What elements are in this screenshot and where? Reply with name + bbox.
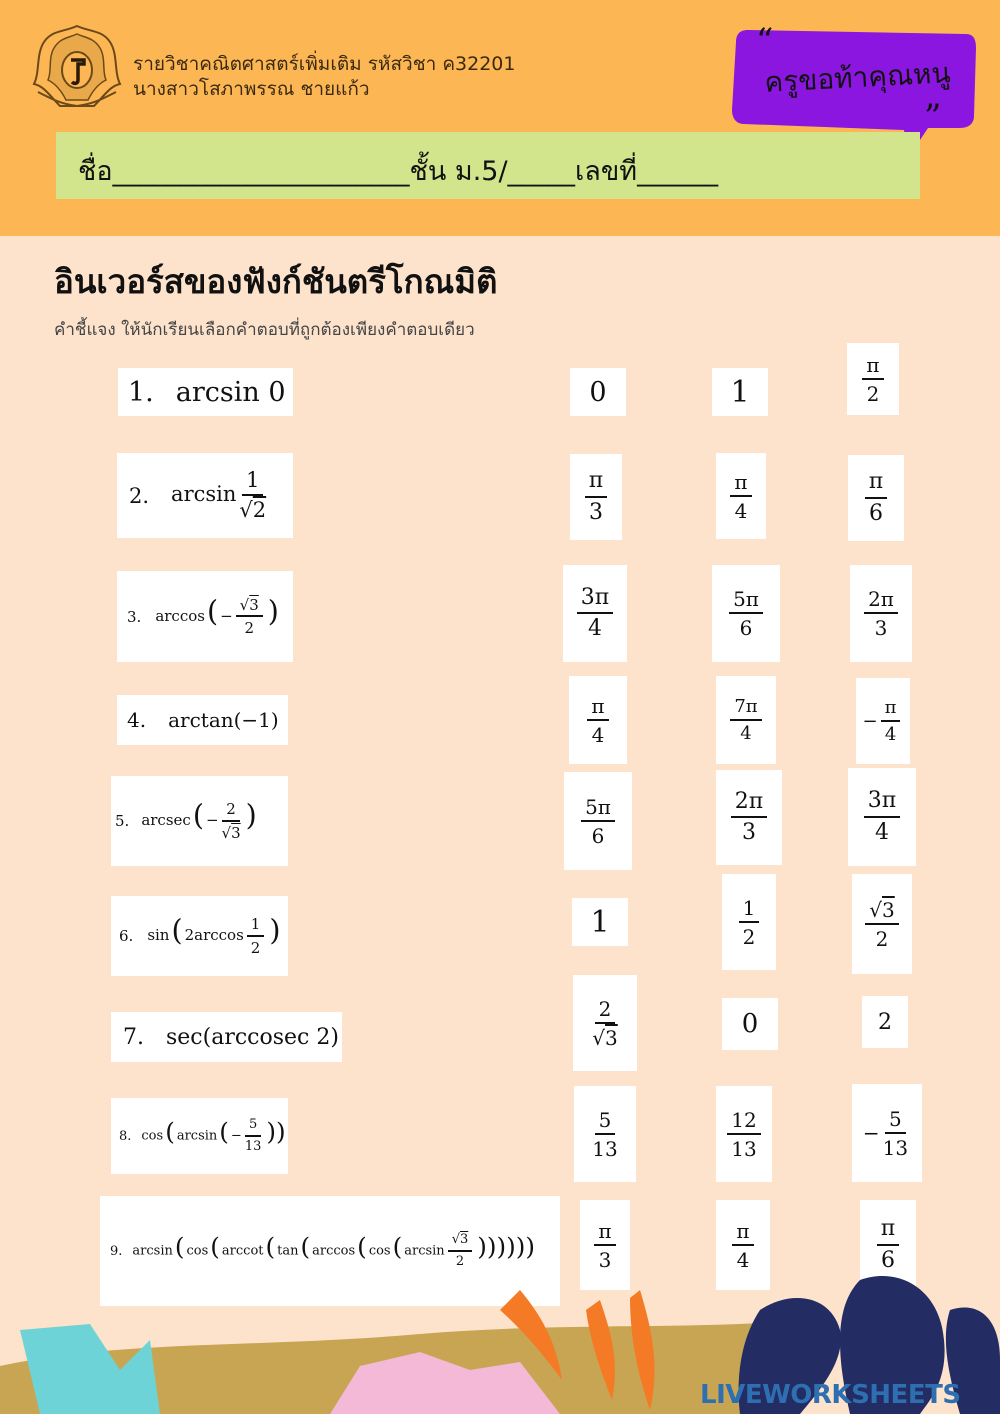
choice-8b[interactable]: $\frac{12}{13}$ bbox=[716, 1086, 772, 1182]
bubble-text: ครูขอท้าคุณหนู bbox=[763, 56, 952, 99]
question-number: 9. bbox=[110, 1243, 123, 1259]
student-info-line[interactable]: ชื่อ______________________ชั้น ม.5/_____เลขที่______ bbox=[78, 156, 719, 187]
question-number: 3. bbox=[127, 607, 142, 626]
question-expression: arcsec( − $\frac{2}{√3}$ ) bbox=[141, 799, 257, 842]
teacher-name: นางสาวโสภาพรรณ ชายแก้ว bbox=[133, 78, 370, 100]
instruction-text: คำชี้แจง ให้นักเรียนเลือกคำตอบที่ถูกต้องเพียงคำตอบเดียว bbox=[54, 320, 475, 340]
question-1 bbox=[118, 368, 293, 416]
choice-5b[interactable]: $\frac{2\pi}{3}$ bbox=[716, 770, 782, 865]
question-number: 7. bbox=[123, 1024, 144, 1050]
question-number: 6. bbox=[119, 927, 134, 945]
school-emblem-icon bbox=[30, 22, 125, 112]
question-number: 5. bbox=[115, 812, 130, 830]
choice-2c[interactable]: $\frac{\pi}{6}$ bbox=[848, 455, 904, 541]
choice-9a[interactable]: $\frac{\pi}{3}$ bbox=[580, 1200, 630, 1290]
question-expression: arctan(−1) bbox=[168, 708, 279, 732]
question-8 bbox=[111, 1098, 288, 1174]
question-expression: arccos( − $\frac{√3}{2}$ ) bbox=[155, 594, 279, 637]
liveworksheets-logo: LIVEWORKSHEETS bbox=[700, 1380, 961, 1410]
question-number: 2. bbox=[129, 483, 150, 508]
question-4 bbox=[117, 695, 288, 745]
choice-6b[interactable]: $\frac{1}{2}$ bbox=[722, 874, 776, 970]
question-expression: sec(arccosec 2) bbox=[166, 1024, 339, 1050]
choice-1c[interactable]: $\frac{\pi}{2}$ bbox=[847, 343, 899, 415]
choice-9b[interactable]: $\frac{\pi}{4}$ bbox=[716, 1200, 770, 1290]
choice-6c[interactable]: $\frac{√3}{2}$ bbox=[852, 874, 912, 974]
choice-3c[interactable]: $\frac{2\pi}{3}$ bbox=[850, 565, 912, 662]
choice-9c[interactable]: $\frac{\pi}{6}$ bbox=[860, 1200, 916, 1290]
question-number: 8. bbox=[119, 1128, 132, 1144]
choice-5a[interactable]: $\frac{5\pi}{6}$ bbox=[564, 772, 632, 870]
choice-5c[interactable]: $\frac{3\pi}{4}$ bbox=[848, 768, 916, 866]
question-6 bbox=[111, 896, 288, 976]
choice-1a[interactable]: 0 bbox=[570, 368, 626, 416]
choice-4b[interactable]: $\frac{7\pi}{4}$ bbox=[716, 676, 776, 764]
question-expression: arcsin( cos( arccot( tan( arccos( cos( arcsin $\frac{√3}{2}$ )))))) bbox=[132, 1231, 536, 1269]
question-2 bbox=[117, 453, 293, 538]
question-number: 1. bbox=[128, 376, 154, 408]
choice-2b[interactable]: $\frac{\pi}{4}$ bbox=[716, 453, 766, 539]
question-number: 4. bbox=[127, 708, 147, 732]
question-3 bbox=[117, 571, 293, 662]
question-expression: arcsin $\frac{1}{√2}$ bbox=[171, 467, 267, 522]
choice-7a[interactable]: $\frac{2}{√3}$ bbox=[573, 975, 637, 1071]
choice-8c[interactable]: − $\frac{5}{13}$ bbox=[852, 1084, 922, 1182]
question-5 bbox=[111, 776, 288, 866]
student-info-bar bbox=[56, 132, 920, 199]
choice-4c[interactable]: − $\frac{\pi}{4}$ bbox=[856, 678, 910, 764]
choice-6a[interactable]: 1 bbox=[572, 898, 628, 946]
svg-text:“: “ bbox=[756, 21, 774, 61]
choice-2a[interactable]: $\frac{\pi}{3}$ bbox=[570, 454, 622, 540]
choice-7b[interactable]: 0 bbox=[722, 998, 778, 1050]
choice-4a[interactable]: $\frac{\pi}{4}$ bbox=[569, 676, 627, 764]
choice-1b[interactable]: 1 bbox=[712, 368, 768, 416]
choice-3b[interactable]: $\frac{5\pi}{6}$ bbox=[712, 565, 780, 662]
subject-info bbox=[133, 52, 515, 102]
choice-7c[interactable]: 2 bbox=[862, 996, 908, 1048]
question-expression: cos( arcsin( − $\frac{5}{13}$ )) bbox=[141, 1116, 286, 1154]
question-expression: sin( 2arccos $\frac{1}{2}$ ) bbox=[147, 914, 281, 957]
subject-line: รายวิชาคณิตศาสตร์เพิ่มเติม รหัสวิชา ค32201 bbox=[133, 53, 516, 75]
choice-3a[interactable]: $\frac{3\pi}{4}$ bbox=[563, 565, 627, 662]
choice-8a[interactable]: $\frac{5}{13}$ bbox=[574, 1086, 636, 1182]
worksheet-title: อินเวอร์สของฟังก์ชันตรีโกณมิติ bbox=[54, 262, 498, 301]
question-expression: arcsin 0 bbox=[175, 376, 286, 408]
svg-text:”: ” bbox=[924, 97, 942, 137]
question-7 bbox=[111, 1012, 342, 1062]
